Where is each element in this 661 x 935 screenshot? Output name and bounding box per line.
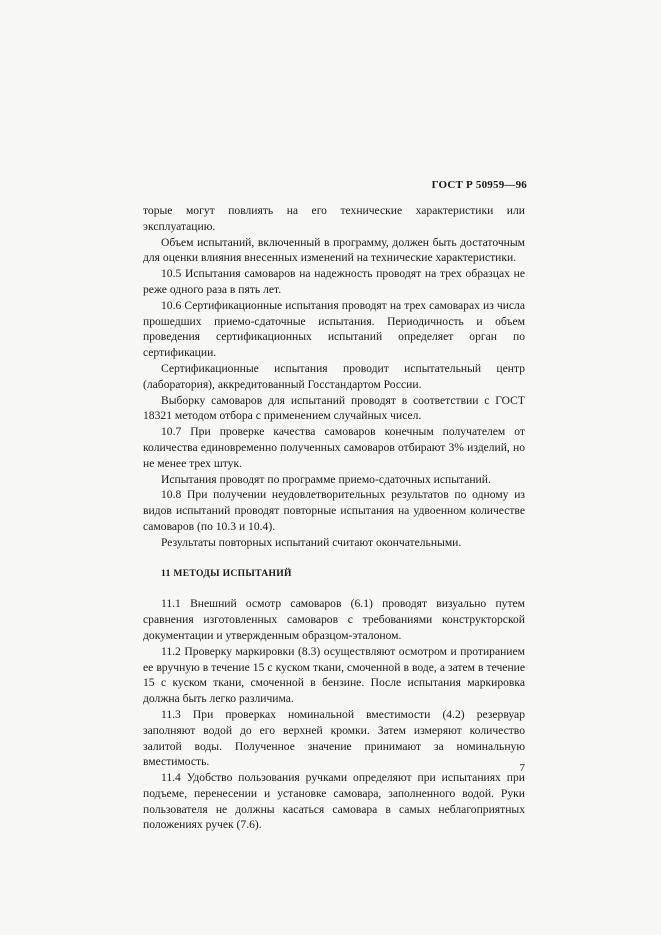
paragraph-10-5: 10.5 Испытания самоваров на надежность проводят на трех образцах не реже одного раза в пять лет. (143, 267, 525, 296)
document-body (143, 203, 525, 833)
paragraph-11-1: 11.1 Внешний осмотр самоваров (6.1) проводят визуально путем сравнения изготовленных самоваров с требованиями конструкторской документации и утвержденным образцом-эталоном. (143, 597, 525, 642)
paragraph-10-8: 10.8 При получении неудовлетворительных результатов по одному из видов испытаний проводят повторные испытания на удвоенном количестве самоваров (по 10.3 и 10.4). (143, 488, 525, 533)
paragraph-11-3: 11.3 При проверках номинальной вместимости (4.2) резервуар заполняют водой до его верхней кромки. Затем измеряют количество залитой воды. Полученное значение принимают за номинальную вместимость. (143, 707, 525, 769)
paragraph: Объем испытаний, включенный в программу, должен быть достаточным для оценки влияния внесенных изменений на технические характеристики. (143, 235, 525, 265)
section-title: 11 МЕТОДЫ ИСПЫТАНИЙ (161, 567, 292, 579)
paragraph-10-6: 10.6 Сертификационные испытания проводят на трех самоварах из числа прошедших приемо-сдаточные испытания. Периодичность и объем проведения сертификационных испытаний определяет орган по сертификации. (143, 298, 525, 360)
paragraph-11-4: 11.4 Удобство пользования ручками определяют при испытаниях при подъеме, перенесении и установке самовара, заполненного водой. Руки пользователя не должны касаться самовара в самых неблагоприятных положениях ручек (7.6). (143, 771, 525, 832)
page-number: 7 (519, 762, 525, 774)
paragraph: Выборку самоваров для испытаний проводят в соответствии с ГОСТ 18321 методом отбора с применением случайных чисел. (143, 393, 525, 423)
paragraph-11-2: 11.2 Проверку маркировки (8.3) осуществляют осмотром и протиранием ее вручную в течение 15 с куском ткани, смоченной в воде, а затем в течение 15 с куском ткани, смоченной в бензине. После испытания маркировка должна быть легко различима. (143, 644, 525, 706)
document-code-header: ГОСТ Р 50959—96 (431, 179, 527, 191)
paragraph: Результаты повторных испытаний считают окончательными. (161, 535, 462, 549)
paragraph-10-7: 10.7 При проверке качества самоваров конечным получателем от количества единовременно полученных самоваров отбирают 3% изделий, но не менее трех штук. (143, 425, 525, 470)
paragraph: Испытания проводят по программе приемо-сдаточных испытаний. (161, 472, 491, 486)
paragraph-continuation: торые могут повлиять на его технические характеристики или эксплуатацию. (143, 204, 525, 233)
paragraph: Сертификационные испытания проводит испытательный центр (лаборатория), аккредитованный Госстандартом России. (143, 361, 525, 391)
